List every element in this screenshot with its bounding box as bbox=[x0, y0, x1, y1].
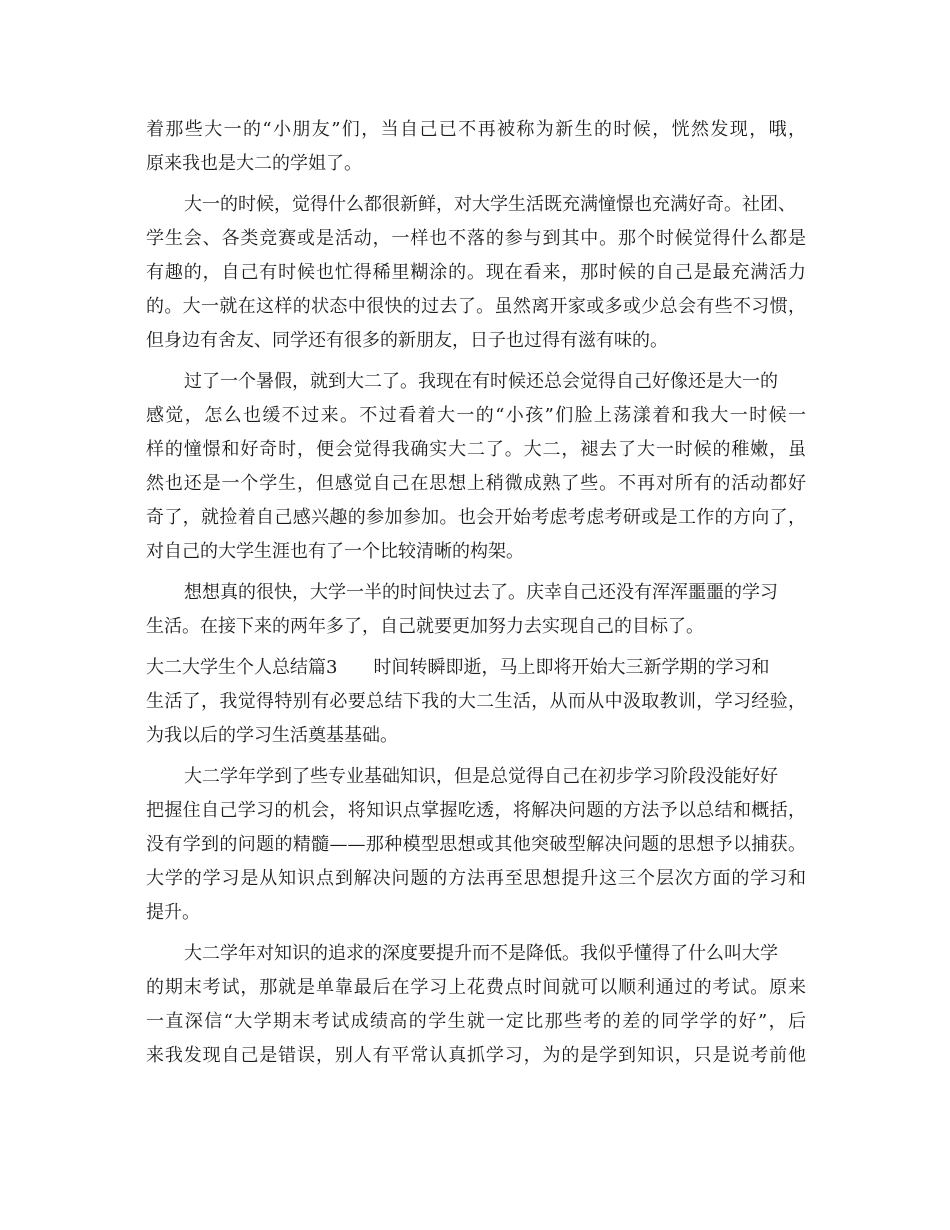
text-line: 但身边有舍友、同学还有很多的新朋友，日子也过得有滋有味的。 bbox=[146, 330, 668, 351]
text-line: 原来我也是大二的学姐了。 bbox=[146, 153, 362, 174]
text-line: 大一的时候，觉得什么都很新鲜，对大学生活既充满憧憬也充满好奇。社团、 bbox=[184, 194, 796, 215]
text-line: 大学的学习是从知识点到解决问题的方法再至思想提升这三个层次方面的学习和 bbox=[146, 868, 806, 889]
text-line: 为我以后的学习生活奠基基础。 bbox=[146, 725, 398, 746]
text-line: 的。大一就在这样的状态中很快的过去了。虽然离开家或多或少总会有些不习惯， bbox=[146, 296, 806, 317]
text-line: 的期末考试，那就是单靠最后在学习上花费点时间就可以顺利通过的考试。原来 bbox=[146, 977, 806, 998]
text-line: 生活。在接下来的两年多了，自己就要更加努力去实现自己的目标了。 bbox=[146, 616, 704, 637]
text-line: 奇了，就捡着自己感兴趣的参加参加。也会开始考虑考虑考研或是工作的方向了， bbox=[146, 507, 806, 528]
text-line: 过了一个暑假，就到大二了。我现在有时候还总会觉得自己好像还是大一的 bbox=[184, 371, 778, 392]
text-line: 感觉，怎么也缓不过来。不过看着大一的“小孩”们脸上荡漾着和我大一时候一 bbox=[146, 405, 806, 426]
text-line: 有趣的，自己有时候也忙得稀里糊涂的。现在看来，那时候的自己是最充满活力 bbox=[146, 262, 806, 283]
text-line: 想想真的很快，大学一半的时间快过去了。庆幸自己还没有浑浑噩噩的学习 bbox=[184, 582, 778, 603]
text-line: 提升。 bbox=[146, 902, 200, 923]
text-line: 来我发现自己是错误，别人有平常认真抓学习，为的是学到知识，只是说考前他 bbox=[146, 1045, 806, 1066]
section-heading-line: 大二大学生个人总结篇3 时间转瞬即逝，马上即将开始大三新学期的学习和 bbox=[146, 657, 770, 678]
text-line: 样的憧憬和好奇时，便会觉得我确实大二了。大二，褪去了大一时候的稚嫩，虽 bbox=[146, 439, 806, 460]
text-line: 把握住自己学习的机会，将知识点掌握吃透，将解决问题的方法予以总结和概括， bbox=[146, 800, 806, 821]
text-line: 学生会、各类竞赛或是活动，一样也不落的参与到其中。那个时候觉得什么都是 bbox=[146, 228, 806, 249]
text-line: 大二学年学到了些专业基础知识，但是总觉得自己在初步学习阶段没能好好 bbox=[184, 766, 778, 787]
text-line: 生活了，我觉得特别有必要总结下我的大二生活，从而从中汲取教训，学习经验， bbox=[146, 691, 806, 712]
text-line: 着那些大一的“小朋友”们，当自己已不再被称为新生的时候，恍然发现，哦， bbox=[146, 119, 806, 140]
text-line: 没有学到的问题的精髓——那种模型思想或其他突破型解决问题的思想予以捕获。 bbox=[146, 834, 806, 855]
text-line: 大二学年对知识的追求的深度要提升而不是降低。我似乎懂得了什么叫大学 bbox=[184, 943, 778, 964]
text-line: 一直深信“大学期末考试成绩高的学生就一定比那些考的差的同学学的好”，后 bbox=[146, 1011, 806, 1032]
text-line: 然也还是一个学生，但感觉自己在思想上稍微成熟了些。不再对所有的活动都好 bbox=[146, 473, 806, 494]
text-line: 对自己的大学生涯也有了一个比较清晰的构架。 bbox=[146, 541, 524, 562]
